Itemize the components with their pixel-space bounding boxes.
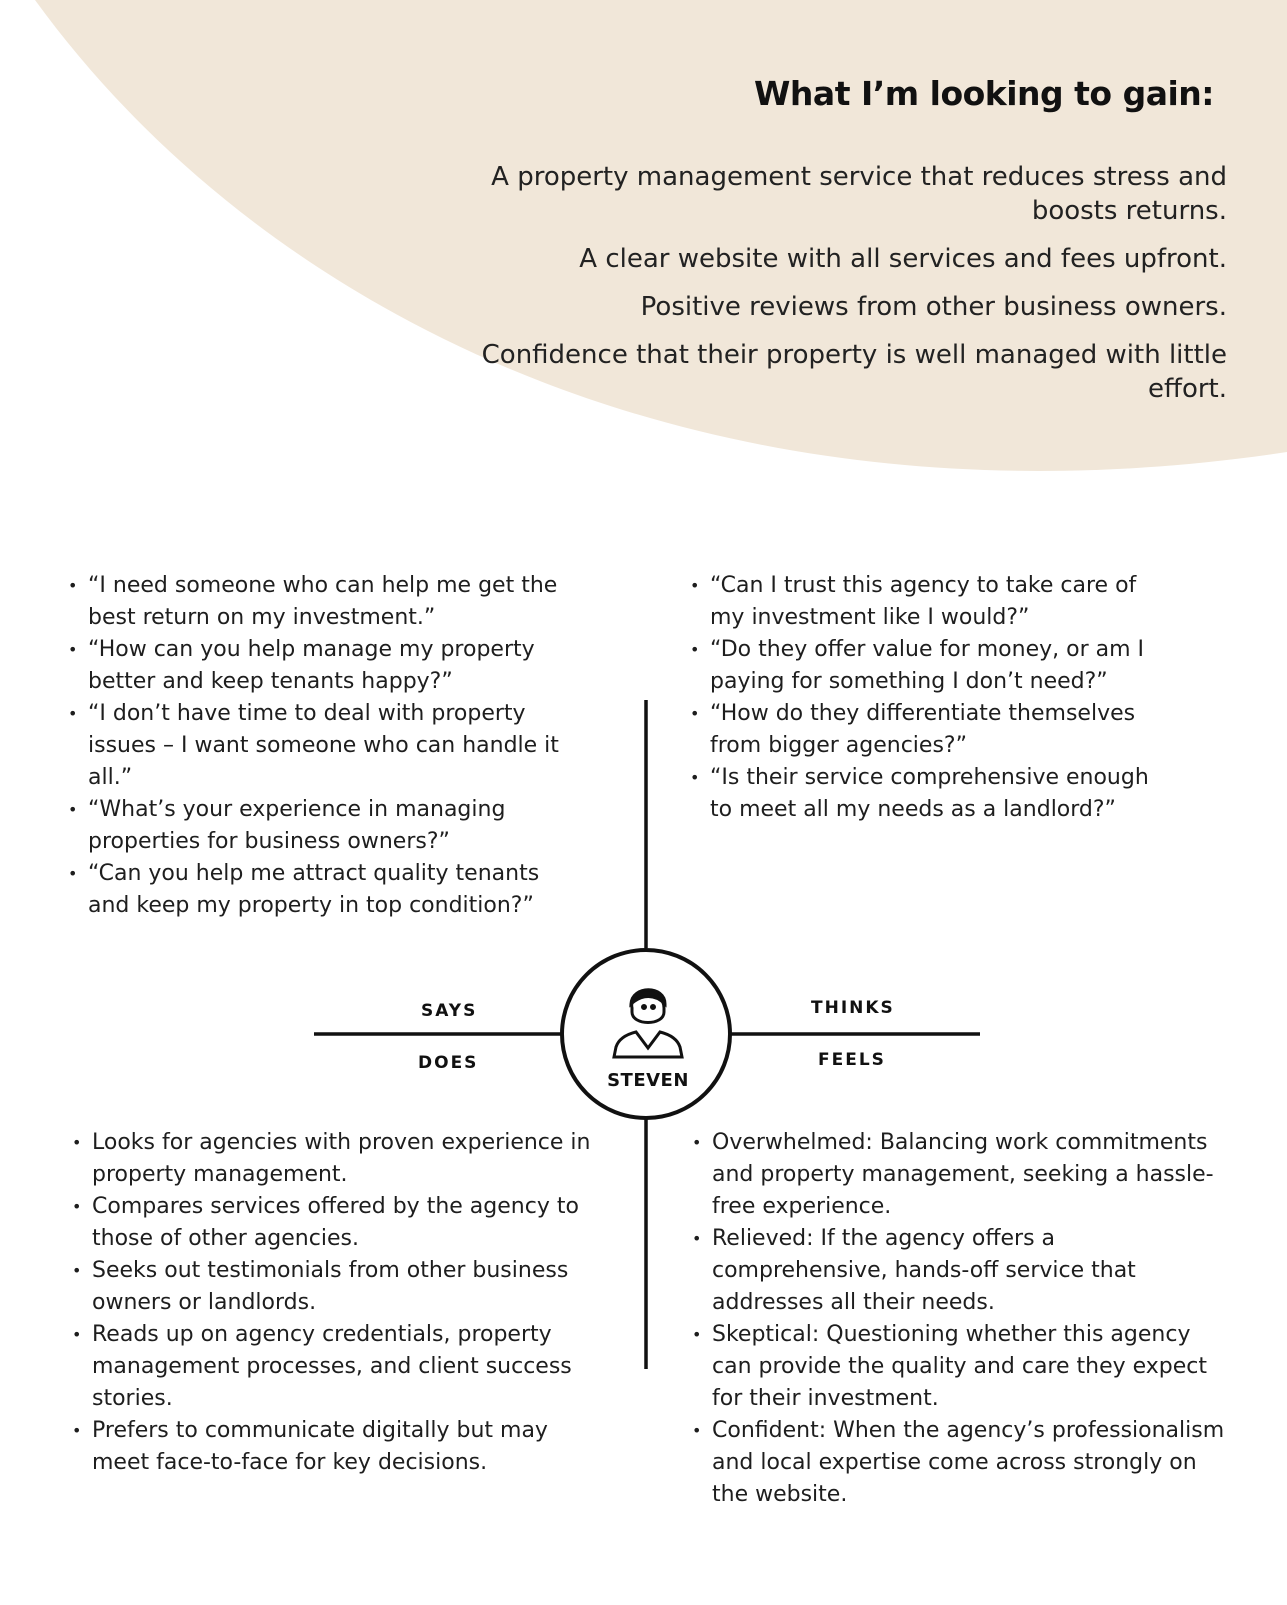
says-item: • “I don’t have time to deal with property issues – I want someone who can handle it all.” — [70, 698, 560, 794]
feels-item: • Skeptical: Questioning whether this agency can provide the quality and care they expect for their investment. — [694, 1319, 1234, 1415]
gain-item: A clear website with all services and fees upfront. — [579, 244, 1227, 274]
thinks-item: • “How do they differentiate themselves from bigger agencies?” — [692, 698, 1172, 762]
feels-list — [694, 1127, 1234, 1511]
thinks-item: • “Do they offer value for money, or am I paying for something I don’t need?” — [692, 634, 1172, 698]
feels-item: • Confident: When the agency’s professionalism and local expertise come across strongly on the website. — [694, 1415, 1234, 1511]
thinks-item: • “Can I trust this agency to take care of my investment like I would?” — [692, 570, 1172, 634]
gain-title: What I’m looking to gain: — [754, 74, 1214, 113]
feels-label: FEELS — [818, 1050, 886, 1070]
gain-item: Confidence that their property is well managed with little effort. — [481, 340, 1227, 404]
does-item: • Prefers to communicate digitally but may meet face-to-face for key decisions. — [74, 1415, 604, 1479]
thinks-label: THINKS — [811, 998, 895, 1018]
says-item: • “How can you help manage my property better and keep tenants happy?” — [70, 634, 560, 698]
does-item: • Compares services offered by the agency to those of other agencies. — [74, 1191, 604, 1255]
persona-circle — [562, 950, 730, 1118]
gain-item: A property management service that reduces stress and boosts returns. — [491, 162, 1227, 226]
does-label: DOES — [418, 1053, 479, 1073]
says-item: • “Can you help me attract quality tenants and keep my property in top condition?” — [70, 858, 560, 922]
says-item: • “What’s your experience in managing properties for business owners?” — [70, 794, 560, 858]
gain-list — [467, 160, 1227, 420]
does-item: • Reads up on agency credentials, property management processes, and client success stories. — [74, 1319, 604, 1415]
does-item: • Looks for agencies with proven experience in property management. — [74, 1127, 604, 1191]
persona-name: STEVEN — [607, 1070, 689, 1091]
thinks-item: • “Is their service comprehensive enough to meet all my needs as a landlord?” — [692, 762, 1172, 826]
gain-item: Positive reviews from other business owners. — [640, 292, 1227, 322]
says-item: • “I need someone who can help me get the best return on my investment.” — [70, 570, 560, 634]
says-list — [70, 570, 560, 922]
does-list — [74, 1127, 604, 1479]
does-item: • Seeks out testimonials from other business owners or landlords. — [74, 1255, 604, 1319]
thinks-list — [692, 570, 1172, 826]
feels-item: • Overwhelmed: Balancing work commitments and property management, seeking a hassle-free experience. — [694, 1127, 1234, 1223]
says-label: SAYS — [421, 1001, 478, 1021]
feels-item: • Relieved: If the agency offers a comprehensive, hands-off service that addresses all their needs. — [694, 1223, 1234, 1319]
